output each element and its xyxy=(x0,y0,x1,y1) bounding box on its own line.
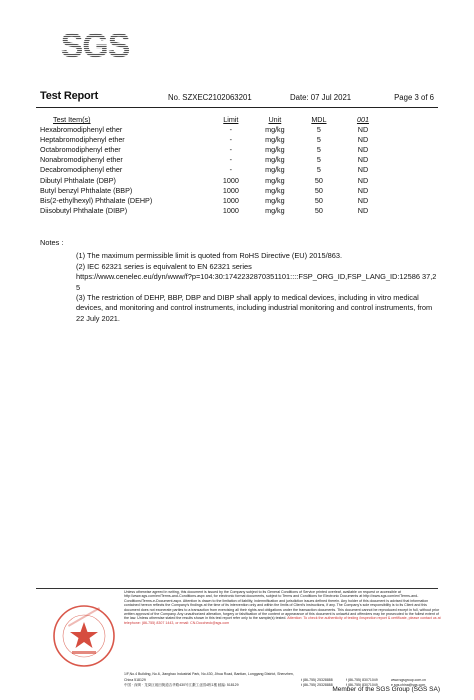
cell-result: ND xyxy=(357,145,369,155)
cell-mdl: 5 xyxy=(316,125,321,135)
report-number: No. SZXEC2102063201 xyxy=(168,93,252,102)
address-en: 1/F,No.4 Building, No.6, Jianghao Industrial Park, No.430, Jihua Road, Bantian, Longgang District, Shenzhen, China 518129 xyxy=(124,672,294,682)
table-row xyxy=(40,165,385,175)
cell-unit: mg/kg xyxy=(265,145,285,155)
cell-mdl: 50 xyxy=(314,175,323,185)
cell-result: ND xyxy=(357,155,369,165)
cell-item: Dibutyl Phthalate (DBP) xyxy=(40,175,116,185)
cell-item: Hexabromodiphenyl ether xyxy=(40,125,123,135)
fax-cn: f (86-755) 83071049 xyxy=(345,683,378,688)
col-limit: Limit xyxy=(223,115,239,124)
table-row xyxy=(40,135,385,145)
cell-mdl: 5 xyxy=(316,135,321,145)
terms-text: Unless otherwise agreed in writing, this document is issued by the Company subject to its General Conditions of Service printed overleaf, available on request or accessible at http://www.sgs.com/en/Terms-and-Conditions.aspx and, for electronic format documents, subject to Terms and Conditions for Electronic Documents at http://www.sgs.com/en/Terms-and-Conditions/Terms-e-Document.aspx. Attention is drawn to the limitation of liability, indemnification and jurisdiction issues defined therein. Any holder of this document is advised that information contained hereon reflects the Company's findings at the time of its intervention only and within the limits of Client's instructions, if any. The Company's sole responsibility is to its Client and this document does not exonerate parties to a transaction from exercising all their rights and obligations under the transaction documents. This document cannot be reproduced except in full, without prior written approval of the Company. Any unauthorized alteration, forgery or falsification of the content or appearance of this document is unlawful and offenders may be prosecuted to the fullest extent of the law. Unless otherwise stated the results shown in this test report refer only to the sample(s) tested. xyxy=(124,590,440,621)
cell-unit: mg/kg xyxy=(265,205,285,215)
address-cn: 中国 · 深圳 · 龙岗区坂田街道吉华路430号江灏工业园4栋1楼 邮编: 518129 xyxy=(124,683,239,688)
table-row xyxy=(40,196,385,206)
company-seal-stamp xyxy=(52,604,116,668)
page-indicator: Page 3 of 6 xyxy=(394,93,434,102)
fax-en: f (86-755) 83071049 xyxy=(345,677,378,682)
table-header-row xyxy=(40,115,385,125)
cell-unit: mg/kg xyxy=(265,125,285,135)
cell-item: Bis(2-ethylhexyl) Phthalate (DEHP) xyxy=(40,195,153,205)
col-sample-001: 001 xyxy=(356,115,369,124)
email: e sgs.china@sgs.com xyxy=(390,683,426,688)
cell-result: ND xyxy=(357,125,369,135)
note-1: (1) The maximum permissible limit is quoted from RoHS Directive (EU) 2015/863. xyxy=(76,251,343,261)
sgs-logo xyxy=(60,30,130,60)
member-statement: Member of the SGS Group (SGS SA) xyxy=(332,686,440,693)
cell-limit: - xyxy=(229,145,233,155)
cell-result: ND xyxy=(357,205,369,215)
cell-result: ND xyxy=(357,195,369,205)
report-title: Test Report xyxy=(40,90,99,102)
cell-result: ND xyxy=(357,135,369,145)
col-unit: Unit xyxy=(268,115,282,124)
cell-mdl: 50 xyxy=(314,185,323,195)
cell-limit: - xyxy=(229,155,233,165)
cell-unit: mg/kg xyxy=(265,135,285,145)
footer-divider xyxy=(36,588,438,589)
cell-result: ND xyxy=(357,175,369,185)
table-row xyxy=(40,155,385,165)
note-2-url: https://www.cenelec.eu/dyn/www/f?p=104:30:1742232870351101::::FSP_ORG_ID,FSP_LANG_ID:12586 37,25 xyxy=(76,272,437,292)
phone-en: t (86-755) 25328888 xyxy=(300,677,333,682)
cell-limit: 1000 xyxy=(222,205,239,215)
table-row xyxy=(40,186,385,196)
cell-mdl: 5 xyxy=(316,155,321,165)
results-table xyxy=(40,115,385,216)
cell-limit: - xyxy=(229,125,233,135)
website: www.sgsgroup.com.cn xyxy=(390,677,426,682)
cell-unit: mg/kg xyxy=(265,185,285,195)
cell-item: Heptabromodiphenyl ether xyxy=(40,135,125,145)
table-row xyxy=(40,125,385,135)
table-row xyxy=(40,176,385,186)
table-row xyxy=(40,145,385,155)
cell-mdl: 50 xyxy=(314,195,323,205)
report-date: Date: 07 Jul 2021 xyxy=(290,93,352,102)
cell-limit: 1000 xyxy=(222,175,239,185)
cell-unit: mg/kg xyxy=(265,165,285,175)
cell-mdl: 50 xyxy=(314,205,323,215)
note-3: (3) The restriction of DEHP, BBP, DBP and DIBP shall apply to medical devices, including in vitro medical devices, and monitoring and control instruments, including industrial monitoring and control instruments, from 22 July 2021. xyxy=(76,293,433,323)
cell-limit: 1000 xyxy=(222,195,239,205)
cell-limit: 1000 xyxy=(222,185,239,195)
cell-item: Nonabromodiphenyl ether xyxy=(40,155,123,165)
svg-text:SGS: SGS xyxy=(60,30,130,60)
cell-item: Decabromodiphenyl ether xyxy=(40,165,123,175)
cell-limit: - xyxy=(229,135,233,145)
address-row-en xyxy=(124,672,442,683)
terms-fine-print xyxy=(124,590,442,625)
header-divider xyxy=(36,107,438,108)
cell-mdl: 5 xyxy=(316,145,321,155)
cell-result: ND xyxy=(357,165,369,175)
notes-section xyxy=(40,238,440,324)
cell-mdl: 5 xyxy=(316,165,321,175)
col-mdl: MDL xyxy=(311,115,327,124)
notes-title: Notes : xyxy=(40,238,64,247)
cell-unit: mg/kg xyxy=(265,195,285,205)
cell-item: Octabromodiphenyl ether xyxy=(40,145,121,155)
phone-cn: t (86-755) 25328888 xyxy=(300,683,333,688)
col-test-items: Test Item(s) xyxy=(53,115,91,124)
cell-unit: mg/kg xyxy=(265,155,285,165)
note-2: (2) IEC 62321 series is equivalent to EN 62321 series xyxy=(76,261,252,271)
report-header xyxy=(40,92,434,106)
cell-item: Butyl benzyl Phthalate (BBP) xyxy=(40,185,133,195)
authenticity-attention: Attention: To check the authenticity of testing /inspection report & certificate, please contact us at telephone: (86-755) 8307 1443, or email: CN.Doccheck@sgs.com xyxy=(124,616,441,625)
cell-unit: mg/kg xyxy=(265,175,285,185)
cell-result: ND xyxy=(357,185,369,195)
cell-item: Diisobutyl Phthalate (DIBP) xyxy=(40,205,128,215)
table-row xyxy=(40,206,385,216)
cell-limit: - xyxy=(229,165,233,175)
